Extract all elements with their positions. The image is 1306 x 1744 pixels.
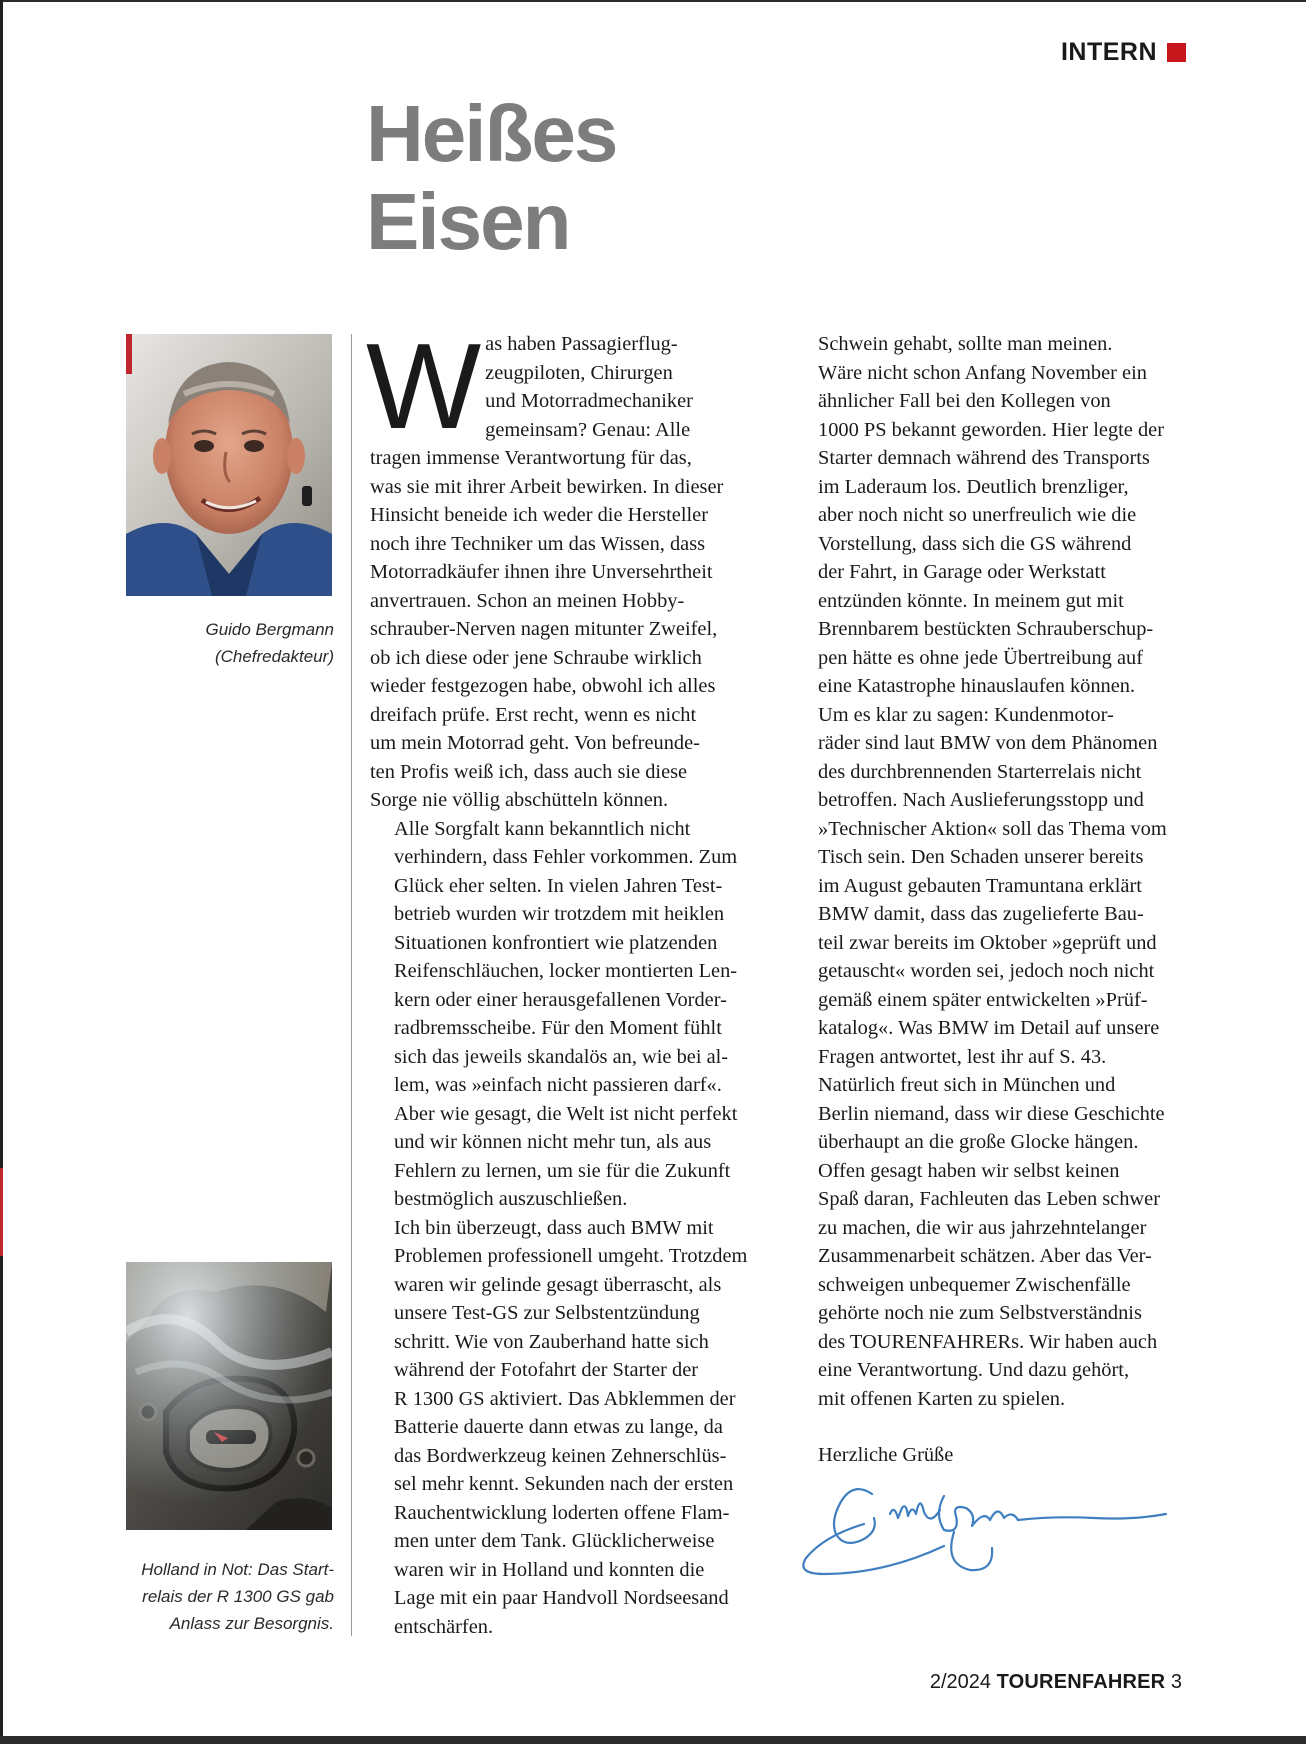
article-line: Wäre nicht schon Anfang November ein bbox=[818, 361, 1147, 384]
starter-relais-photo bbox=[126, 1262, 332, 1530]
article-line: Schwein gehabt, sollte man meinen. bbox=[818, 333, 1113, 355]
article-line: überhaupt an die große Glocke hängen. bbox=[818, 1131, 1139, 1153]
photo-caption-line-1: Holland in Not: Das Start- bbox=[141, 1560, 334, 1579]
article-line: anvertrauen. Schon an meinen Hobby- bbox=[370, 589, 685, 612]
article-line: 1000 PS bekannt geworden. Hier legte der bbox=[818, 418, 1164, 441]
article-line: zeugpiloten, Chirurgen bbox=[485, 361, 673, 384]
article-line: eine Verantwortung. Und dazu gehört, bbox=[818, 1359, 1130, 1381]
author-portrait-photo bbox=[126, 334, 332, 596]
article-line: und Motorradmechaniker bbox=[485, 390, 693, 412]
article-line: Reifenschläuchen, locker montierten Len- bbox=[394, 960, 738, 982]
article-line: getauscht« worden sei, jedoch noch nicht bbox=[818, 960, 1155, 982]
section-square-icon bbox=[1167, 43, 1186, 62]
article-line: zu machen, die wir aus jahrzehntelanger bbox=[818, 1216, 1147, 1239]
page-edge-top bbox=[0, 0, 1306, 2]
article-line: BMW damit, dass das zugelieferte Bau- bbox=[818, 903, 1144, 925]
article-line: dreifach prüfe. Erst recht, wenn es nicht bbox=[370, 703, 697, 726]
article-line: Alle Sorgfalt kann bekanntlich nicht bbox=[394, 817, 691, 840]
article-line: eine Katastrophe hinauslaufen können. bbox=[818, 675, 1136, 697]
article-line: Zusammenarbeit schätzen. Aber das Ver- bbox=[818, 1245, 1152, 1267]
article-line: des TOURENFAHRERs. Wir haben auch bbox=[818, 1330, 1158, 1353]
article-line: während der Fotofahrt der Starter der bbox=[394, 1359, 699, 1381]
article-line: Fragen antwortet, lest ihr auf S. 43. bbox=[818, 1045, 1107, 1068]
article-line: lem, was »einfach nicht passieren darf«. bbox=[394, 1074, 722, 1096]
issue-number: 2/2024 bbox=[929, 1671, 992, 1693]
article-line: um mein Motorrad geht. Von befreunde- bbox=[370, 732, 700, 754]
page-number: 3 bbox=[1170, 1671, 1182, 1693]
article-paragraph bbox=[794, 330, 1186, 701]
column-divider bbox=[351, 334, 352, 1636]
photo-caption-line-3: Anlass zur Besorgnis. bbox=[169, 1614, 334, 1633]
article-line: was sie mit ihrer Arbeit bewirken. In dieser bbox=[370, 475, 724, 498]
article-line: Glück eher selten. In vielen Jahren Test- bbox=[394, 874, 723, 897]
article-line: as haben Passagierflug- bbox=[485, 333, 678, 355]
article-line: tragen immense Verantwortung für das, bbox=[370, 447, 692, 469]
article-column-1 bbox=[366, 318, 762, 1641]
article-line: entschärfen. bbox=[394, 1615, 494, 1638]
article-line: und wir können nicht mehr tun, als aus bbox=[394, 1131, 712, 1153]
article-line: katalog«. Was BMW im Detail auf unsere bbox=[818, 1017, 1160, 1039]
article-line: Tisch sein. Den Schaden unserer bereits bbox=[818, 846, 1144, 868]
article-line: »Technischer Aktion« soll das Thema vom bbox=[818, 817, 1167, 840]
page-title bbox=[366, 90, 926, 266]
article-paragraph bbox=[794, 701, 1186, 1072]
article-paragraph bbox=[370, 815, 762, 1214]
article-line: im August gebauten Tramuntana erklärt bbox=[818, 874, 1142, 897]
dropcap: W bbox=[366, 318, 476, 454]
article-line: der Fahrt, in Garage oder Werkstatt bbox=[818, 561, 1106, 583]
page-title-line-1: Heißes bbox=[366, 89, 617, 178]
article-line: Hinsicht beneide ich weder die Hersteller bbox=[370, 504, 709, 526]
article-line: ähnlicher Fall bei den Kollegen von bbox=[818, 390, 1111, 412]
article-line: Motorradkäufer ihnen ihre Unversehrtheit bbox=[370, 561, 713, 583]
article-line: Um es klar zu sagen: Kundenmotor- bbox=[818, 703, 1114, 726]
article-line: Natürlich freut sich in München und bbox=[818, 1074, 1116, 1096]
section-label-text: INTERN bbox=[1060, 38, 1157, 66]
article-line: men unter dem Tank. Glücklicherweise bbox=[394, 1530, 715, 1552]
article-line: sich das jeweils skandalös an, wie bei al- bbox=[394, 1045, 729, 1068]
article-line: Situationen konfrontiert wie platzenden bbox=[394, 931, 718, 954]
article-line: das Bordwerkzeug keinen Zehnerschlüs- bbox=[394, 1444, 727, 1467]
article-line: Fehlern zu lernen, um sie für die Zukunft bbox=[394, 1159, 731, 1182]
article-line: pen hätte es ohne jede Übertreibung auf bbox=[818, 646, 1143, 669]
article-line: radbremsscheibe. Für den Moment fühlt bbox=[394, 1017, 722, 1039]
article-line: Batterie dauerte dann etwas zu lange, da bbox=[394, 1416, 723, 1438]
article-line: Sorge nie völlig abschütteln können. bbox=[370, 789, 669, 811]
article-line: sel mehr kennt. Sekunden nach der ersten bbox=[394, 1473, 734, 1495]
article-paragraph bbox=[370, 1214, 762, 1642]
article-line: Aber wie gesagt, die Welt ist nicht perfekt bbox=[394, 1102, 738, 1125]
article-line: Brennbarem bestückten Schrauberschup- bbox=[818, 618, 1154, 640]
page-title-line-2: Eisen bbox=[366, 177, 570, 266]
article-line: wieder festgezogen habe, obwohl ich alles bbox=[370, 675, 716, 697]
photo-caption bbox=[110, 1556, 334, 1637]
article-line: kern oder einer herausgefallenen Vorder- bbox=[394, 988, 727, 1011]
article-line: Offen gesagt haben wir selbst keinen bbox=[818, 1159, 1120, 1182]
article-line: betroffen. Nach Auslieferungsstopp und bbox=[818, 789, 1144, 811]
article-line: R 1300 GS aktiviert. Das Abklemmen der bbox=[394, 1387, 736, 1410]
article-line: gemäß einem später entwickelten »Prüf- bbox=[818, 988, 1148, 1011]
author-caption bbox=[110, 616, 334, 670]
page-edge-bottom bbox=[0, 1736, 1306, 1744]
article-line: Starter demnach während des Transports bbox=[818, 447, 1150, 469]
section-label bbox=[1061, 38, 1186, 67]
article-line: schritt. Wie von Zauberhand hatte sich bbox=[394, 1330, 709, 1353]
magazine-name: TOURENFAHRER bbox=[996, 1671, 1166, 1693]
article-line: gehörte noch nie zum Selbstverständnis bbox=[818, 1302, 1142, 1324]
article-line: waren wir gelinde gesagt überrascht, als bbox=[394, 1273, 722, 1296]
article-line: teil zwar bereits im Oktober »geprüft und bbox=[818, 931, 1157, 954]
article-line: Spaß daran, Fachleuten das Leben schwer bbox=[818, 1188, 1160, 1210]
article-line: ten Profis weiß ich, dass auch sie diese bbox=[370, 760, 688, 783]
article-line: gemeinsam? Genau: Alle bbox=[485, 418, 691, 441]
article-column-2 bbox=[794, 330, 1186, 1470]
closing-greeting: Herzliche Grüße bbox=[818, 1444, 954, 1466]
handwritten-signature bbox=[794, 1474, 1174, 1586]
article-line: schweigen unbequemer Zwischenfälle bbox=[818, 1273, 1131, 1296]
article-line: im Laderaum los. Deutlich brenzliger, bbox=[818, 475, 1129, 498]
page-edge-marker bbox=[0, 1168, 3, 1256]
article-line: des durchbrennenden Starterrelais nicht bbox=[818, 760, 1142, 783]
article-line: ob ich diese oder jene Schraube wirklich bbox=[370, 646, 702, 669]
article-line: entzünden könnte. In meinem gut mit bbox=[818, 589, 1124, 612]
article-line: Vorstellung, dass sich die GS während bbox=[818, 532, 1132, 555]
photo-caption-line-2: relais der R 1300 GS gab bbox=[142, 1587, 334, 1606]
article-line: aber noch nicht so unerfreulich wie die bbox=[818, 504, 1137, 526]
article-line: räder sind laut BMW von dem Phänomen bbox=[818, 732, 1158, 754]
article-line: Rauchentwicklung loderten offene Flam- bbox=[394, 1501, 730, 1524]
author-role: (Chefredakteur) bbox=[214, 647, 334, 666]
author-name: Guido Bergmann bbox=[205, 620, 334, 639]
article-line: Berlin niemand, dass wir diese Geschichte bbox=[818, 1102, 1165, 1125]
article-line: verhindern, dass Fehler vorkommen. Zum bbox=[394, 846, 738, 868]
article-paragraph bbox=[794, 1071, 1186, 1413]
article-line: Ich bin überzeugt, dass auch BMW mit bbox=[394, 1216, 714, 1239]
article-line: waren wir in Holland und konnten die bbox=[394, 1558, 705, 1581]
article-line: noch ihre Techniker um das Wissen, dass bbox=[370, 532, 706, 555]
article-line: betrieb wurden wir trotzdem mit heiklen bbox=[394, 903, 725, 925]
page-footer bbox=[930, 1671, 1182, 1694]
article-line: unsere Test-GS zur Selbstentzündung bbox=[394, 1302, 700, 1324]
article-line: Problemen professionell umgeht. Trotzdem bbox=[394, 1245, 748, 1267]
page-edge-left bbox=[0, 0, 3, 1744]
article-line: mit offenen Karten zu spielen. bbox=[818, 1387, 1066, 1410]
article-line: bestmöglich auszuschließen. bbox=[394, 1188, 628, 1210]
article-line: schrauber-Nerven nagen mitunter Zweifel, bbox=[370, 618, 718, 640]
article-line: Lage mit ein paar Handvoll Nordseesand bbox=[394, 1587, 729, 1609]
